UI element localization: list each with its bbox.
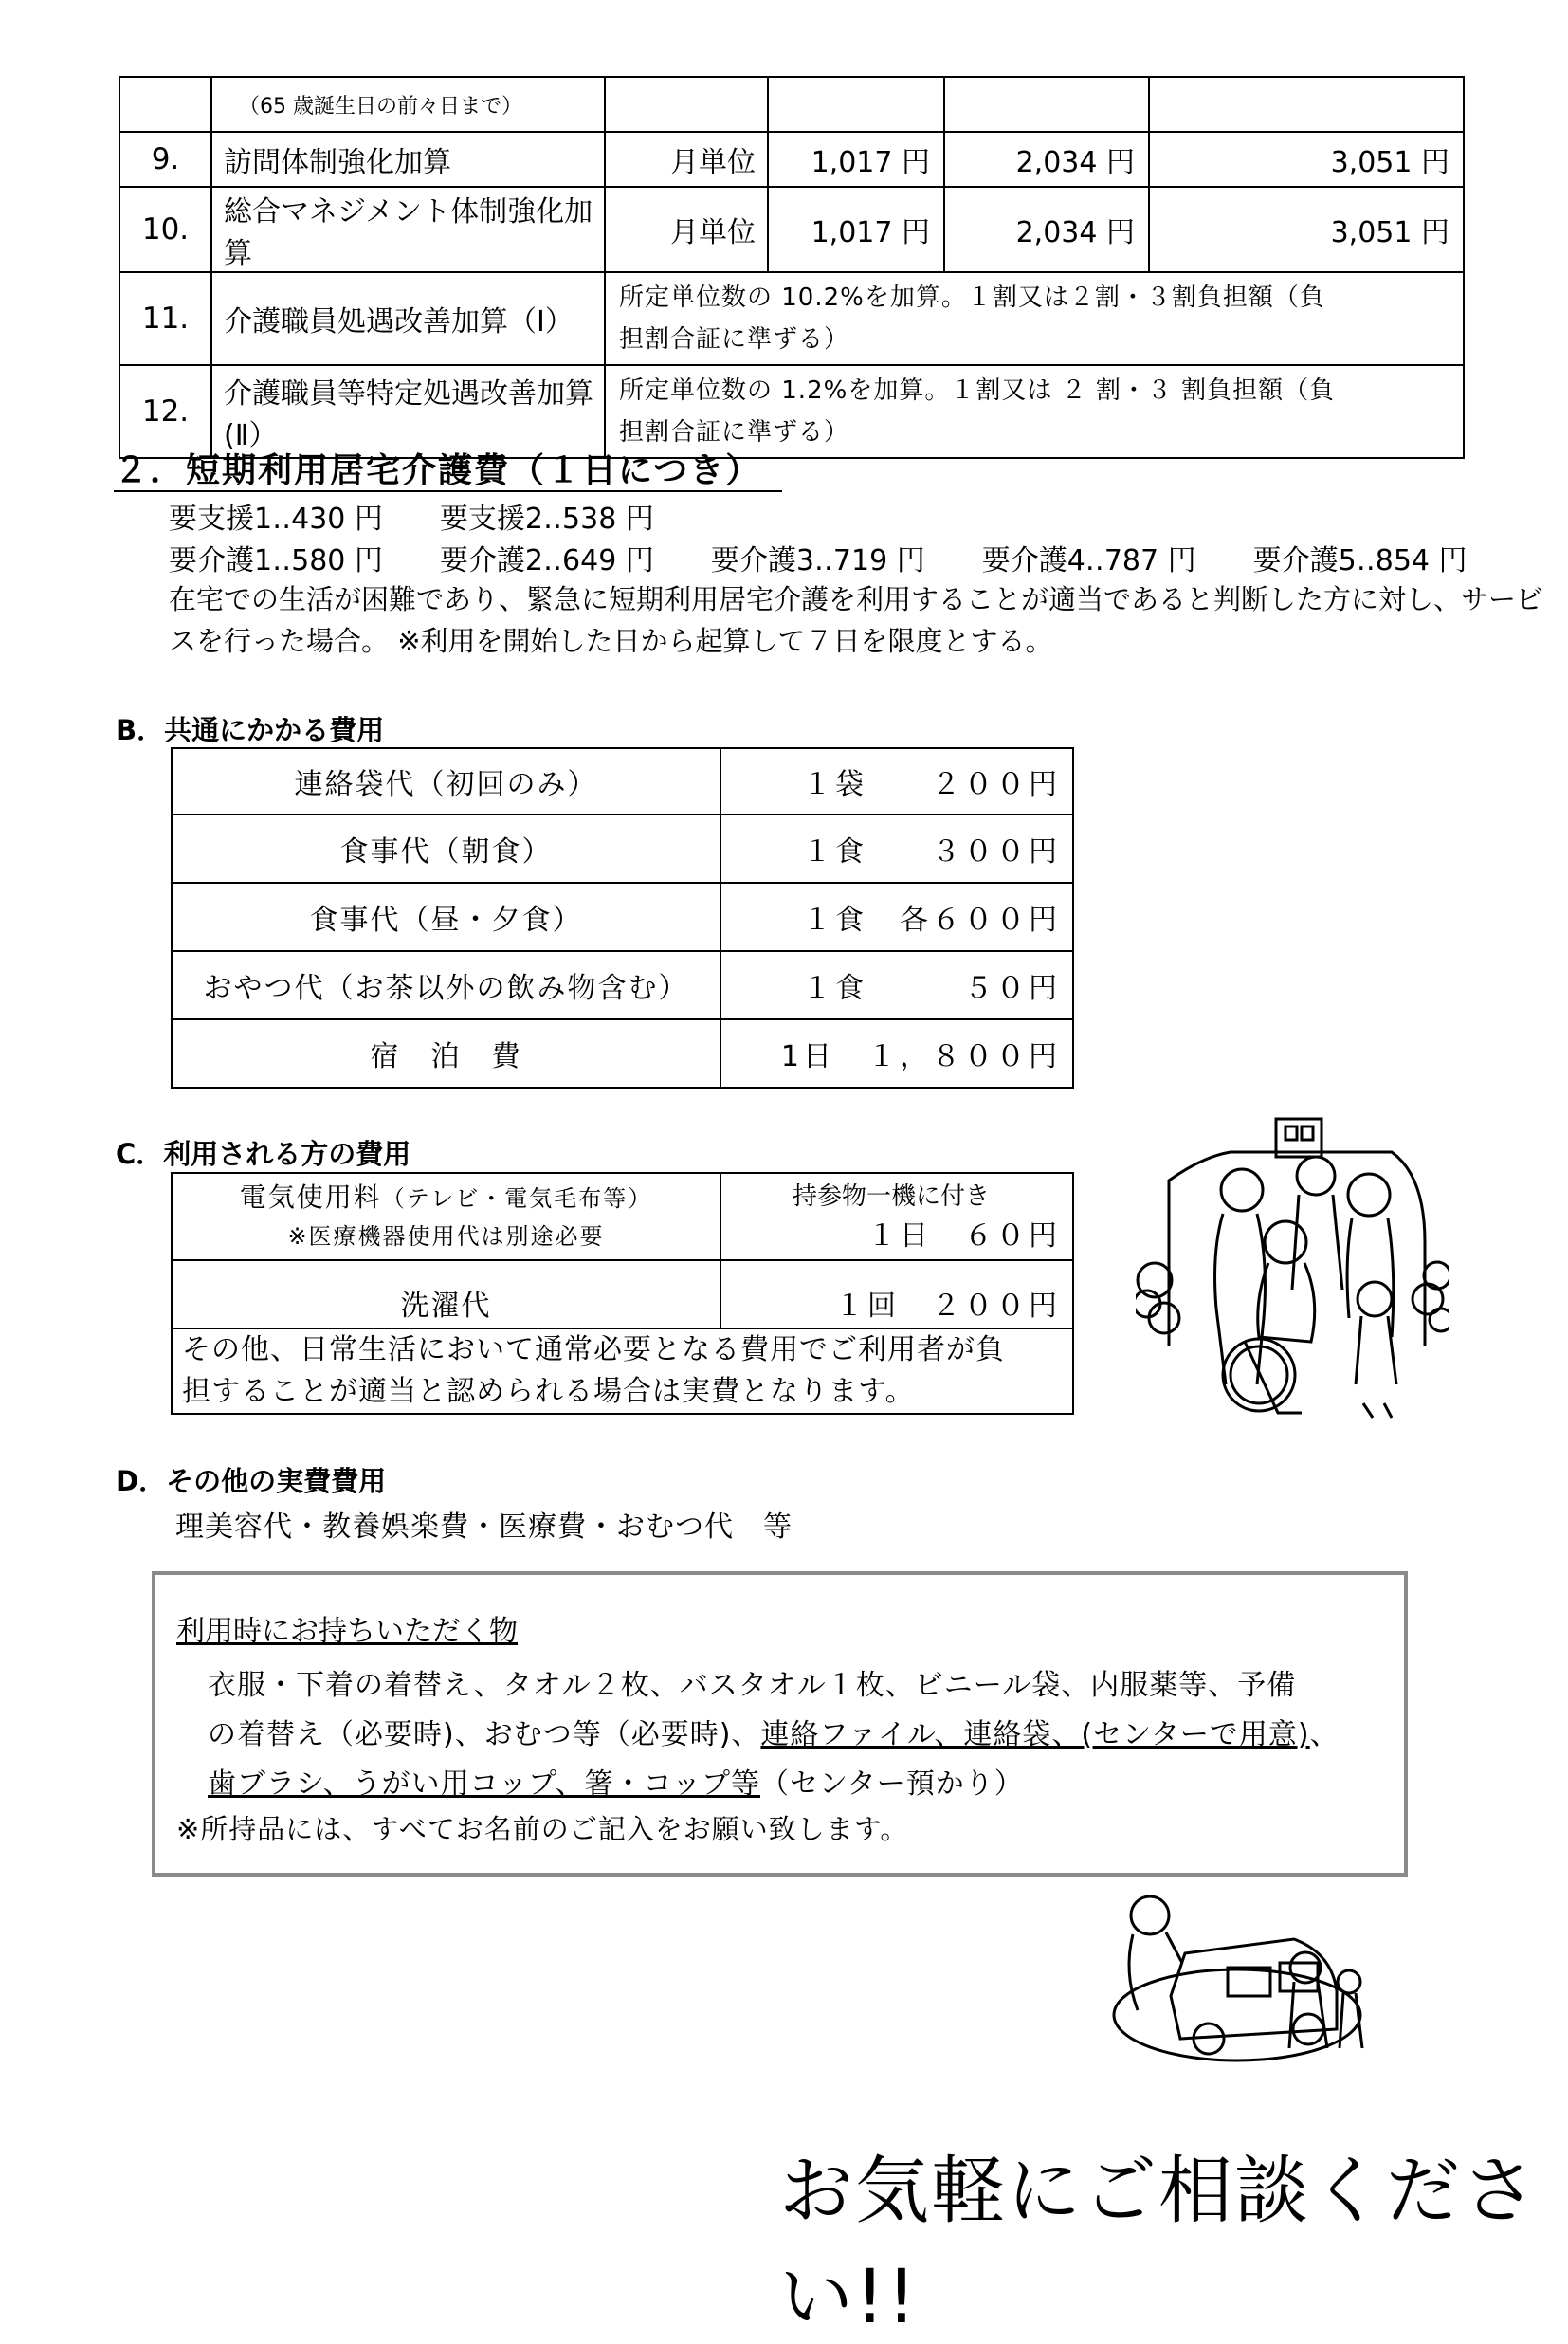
row-name: 訪問体制強化加算	[211, 132, 605, 187]
table-row: 12. 介護職員等特定処遇改善加算(Ⅱ） 所定単位数の 1.2%を加算。１割又は ２ 割・３ 割負担額（負 担割合証に準ずる）	[119, 365, 1464, 458]
table-row: その他、日常生活において通常必要となる費用でご利用者が負 担することが適当と認められる場合は実費となります。	[172, 1328, 1073, 1414]
table-row: 宿 泊 費 1日 １，８００円	[172, 1019, 1073, 1088]
table-row: 食事代（昼・夕食） １食 各６００円	[172, 883, 1073, 951]
row-name: 介護職員処遇改善加算（Ⅰ）	[211, 272, 605, 365]
row-note: 所定単位数の 10.2%を加算。１割又は２割・３割負担額（負 担割合証に準ずる）	[605, 272, 1464, 365]
table-row: 10. 総合マネジメント体制強化加算 月単位 1,017 円 2,034 円 3,051 円	[119, 187, 1464, 272]
table-row: 食事代（朝食） １食 ３００円	[172, 815, 1073, 883]
items-title: 利用時にお持ちいただく物	[176, 1615, 518, 1648]
table-row: 連絡袋代（初回のみ） １袋 ２００円	[172, 748, 1073, 815]
table-row: 9. 訪問体制強化加算 月単位 1,017 円 2,034 円 3,051 円	[119, 132, 1464, 187]
support-fees: 要支援1‥430 円 要支援2‥538 円	[169, 503, 654, 536]
items-note: ※所持品には、すべてお名前のご記入をお願い致します。	[176, 1813, 909, 1845]
other-costs-text: 理美容代・教養娯楽費・医療費・おむつ代 等	[175, 1511, 793, 1544]
short-stay-heading: ２．短期利用居宅介護費（１日につき）	[114, 451, 762, 490]
heading-underline	[114, 490, 782, 492]
user-costs-table	[171, 1172, 1074, 1415]
car-people-illustration	[1095, 1887, 1370, 2077]
table-row: おやつ代（お茶以外の飲み物含む） １食 ５０円	[172, 951, 1073, 1019]
table-row: 電気使用料（テレビ・電気毛布等） ※医療機器使用代は別途必要 持参物一機に付き １日 ６０円	[172, 1173, 1073, 1260]
care-fees: 要介護1‥580 円 要介護2‥649 円 要介護3‥719 円 要介護4‥787 円 要介護5‥854 円	[169, 544, 1468, 577]
common-costs-table	[171, 747, 1074, 1089]
items-line: 歯ブラシ、うがい用コップ、箸・コップ等（センター預かり）	[208, 1767, 1024, 1801]
table-row	[119, 77, 1464, 132]
table-row: 11. 介護職員処遇改善加算（Ⅰ） 所定単位数の 10.2%を加算。１割又は２割・３割負担額（負 担割合証に準ずる）	[119, 272, 1464, 365]
section-c-heading: C．利用される方の費用	[116, 1138, 411, 1170]
fee-table	[119, 76, 1465, 459]
footer-slogan: お気軽にご相談ください!!	[779, 2149, 1539, 2340]
section-d-heading: D．その他の実費費用	[116, 1465, 387, 1497]
row-name: 総合マネジメント体制強化加算	[211, 187, 605, 272]
row-note: 所定単位数の 1.2%を加算。１割又は ２ 割・３ 割負担額（負 担割合証に準ずる）	[605, 365, 1464, 458]
items-line: の着替え（必要時)、おむつ等（必要時)、連絡ファイル、連絡袋、(センターで用意)、	[208, 1718, 1340, 1751]
family-house-illustration	[1136, 1100, 1449, 1432]
section-b-heading: B．共通にかかる費用	[116, 714, 385, 746]
short-stay-desc: 在宅での生活が困難であり、緊急に短期利用居宅介護を利用することが適当であると判断した方に対し、サービ	[169, 583, 1544, 615]
items-line: 衣服・下着の着替え、タオル２枚、バスタオル１枚、ビニール袋、内服薬等、予備	[208, 1669, 1297, 1702]
table-row: 洗濯代 １回 ２００円	[172, 1260, 1073, 1328]
row-name: 介護職員等特定処遇改善加算(Ⅱ）	[211, 365, 605, 458]
age-note: （65 歳誕生日の前々日まで）	[211, 77, 605, 132]
items-to-bring-box	[152, 1571, 1408, 1877]
short-stay-desc: スを行った場合。 ※利用を開始した日から起算して７日を限度とする。	[169, 625, 1053, 657]
